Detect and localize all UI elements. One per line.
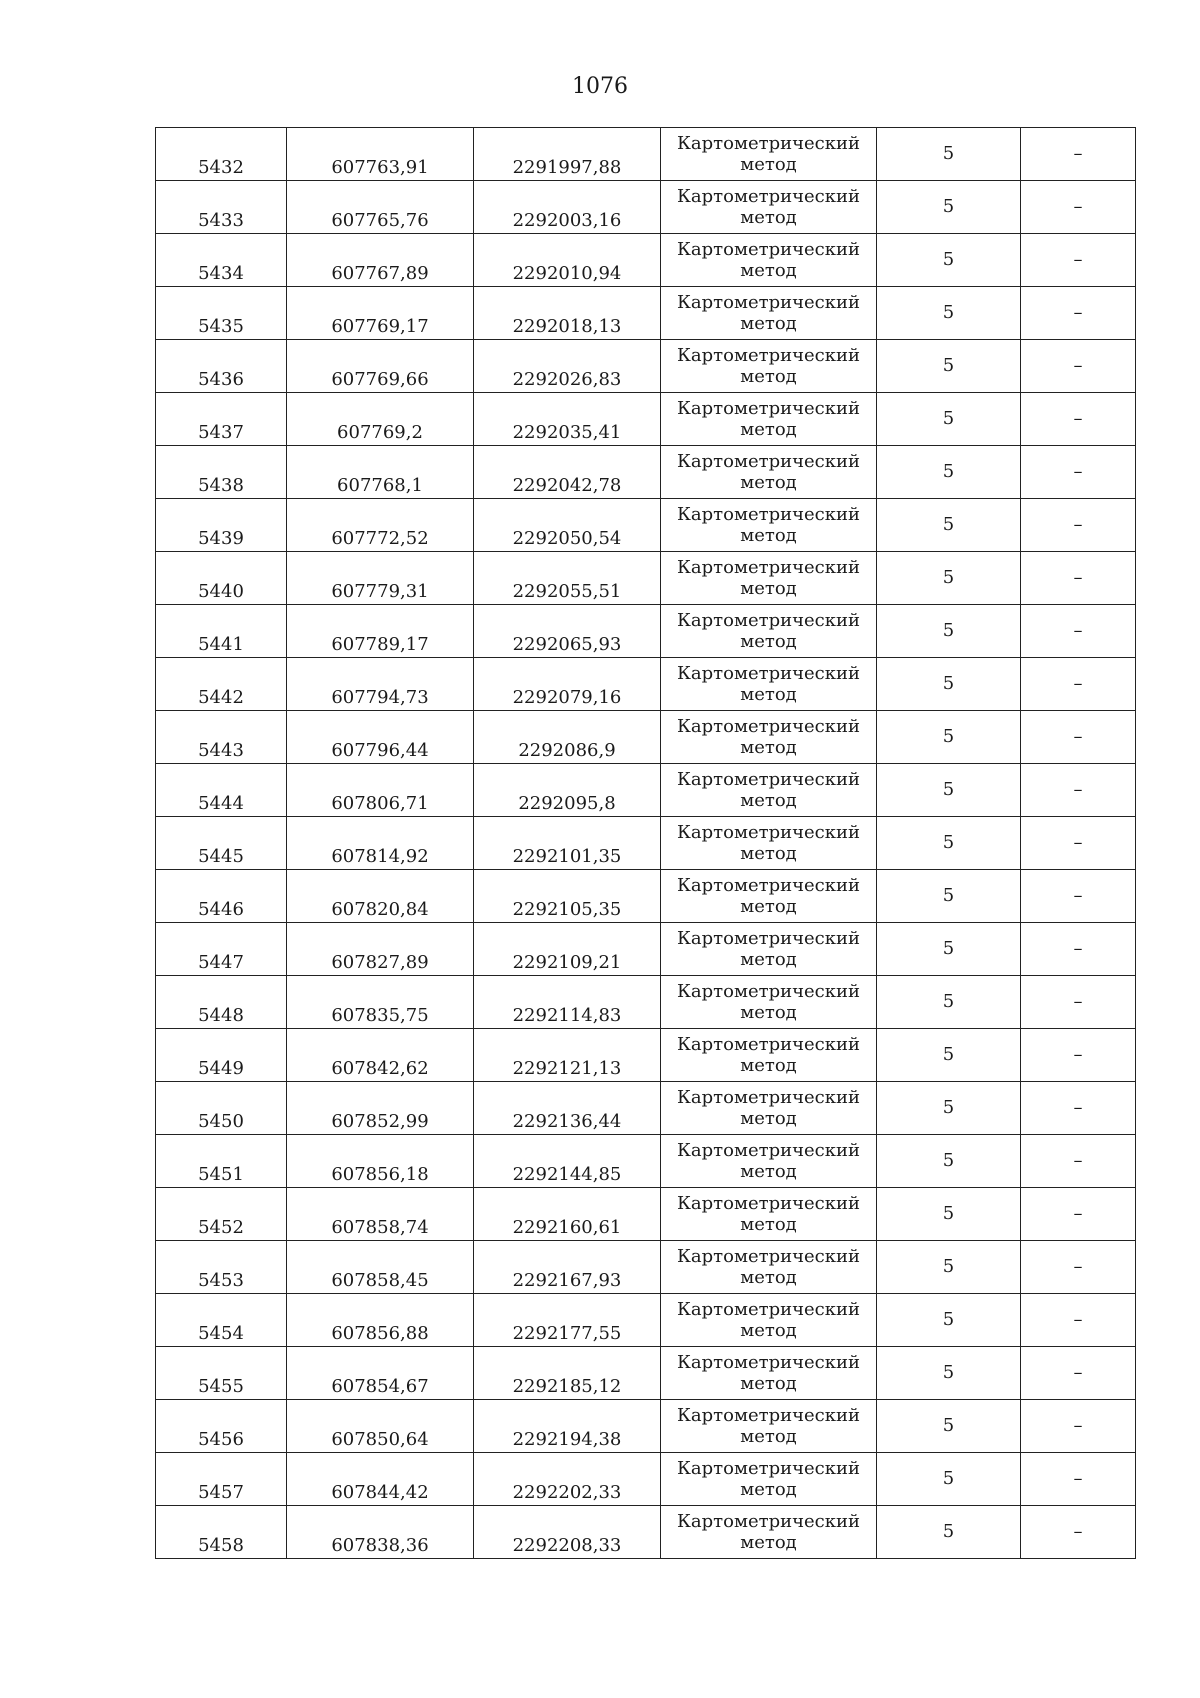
x-coordinate-cell: 607763,91 <box>287 128 474 181</box>
method-label-line2: метод <box>740 525 797 546</box>
note-cell: – <box>1021 605 1136 658</box>
accuracy-cell: 5 <box>877 1294 1021 1347</box>
accuracy-cell: 5 <box>877 1347 1021 1400</box>
y-coordinate-cell: 2292065,93 <box>474 605 661 658</box>
method-label-line1: Картометрический <box>677 928 860 950</box>
method-label-line2: метод <box>740 631 797 652</box>
method-cell <box>661 605 877 658</box>
method-label-line1: Картометрический <box>677 186 860 208</box>
x-coordinate-cell: 607856,18 <box>287 1135 474 1188</box>
y-coordinate-cell: 2292136,44 <box>474 1082 661 1135</box>
note-cell: – <box>1021 870 1136 923</box>
method-cell <box>661 287 877 340</box>
method-cell <box>661 1506 877 1559</box>
x-coordinate-cell: 607838,36 <box>287 1506 474 1559</box>
method-label-line2: метод <box>740 1002 797 1023</box>
accuracy-cell: 5 <box>877 1082 1021 1135</box>
accuracy-cell: 5 <box>877 1453 1021 1506</box>
point-number-cell: 5443 <box>156 711 287 764</box>
accuracy-cell: 5 <box>877 1400 1021 1453</box>
note-cell: – <box>1021 1135 1136 1188</box>
accuracy-cell: 5 <box>877 923 1021 976</box>
table-row <box>156 817 1136 870</box>
x-coordinate-cell: 607796,44 <box>287 711 474 764</box>
x-coordinate-cell: 607769,66 <box>287 340 474 393</box>
y-coordinate-cell: 2292144,85 <box>474 1135 661 1188</box>
point-number-cell: 5452 <box>156 1188 287 1241</box>
accuracy-cell: 5 <box>877 499 1021 552</box>
x-coordinate-cell: 607769,17 <box>287 287 474 340</box>
accuracy-cell: 5 <box>877 446 1021 499</box>
note-cell: – <box>1021 287 1136 340</box>
note-cell: – <box>1021 1506 1136 1559</box>
accuracy-cell: 5 <box>877 1241 1021 1294</box>
method-label-line2: метод <box>740 1320 797 1341</box>
coordinates-table <box>155 127 1136 1559</box>
method-label-line2: метод <box>740 896 797 917</box>
table-row <box>156 552 1136 605</box>
x-coordinate-cell: 607850,64 <box>287 1400 474 1453</box>
method-cell <box>661 1453 877 1506</box>
accuracy-cell: 5 <box>877 1135 1021 1188</box>
method-label-line1: Картометрический <box>677 1193 860 1215</box>
method-label-line1: Картометрический <box>677 610 860 632</box>
note-cell: – <box>1021 976 1136 1029</box>
point-number-cell: 5441 <box>156 605 287 658</box>
method-cell <box>661 711 877 764</box>
method-label-line1: Картометрический <box>677 981 860 1003</box>
point-number-cell: 5458 <box>156 1506 287 1559</box>
method-label-line1: Картометрический <box>677 1034 860 1056</box>
table-row <box>156 128 1136 181</box>
x-coordinate-cell: 607772,52 <box>287 499 474 552</box>
y-coordinate-cell: 2292079,16 <box>474 658 661 711</box>
y-coordinate-cell: 2292026,83 <box>474 340 661 393</box>
note-cell: – <box>1021 234 1136 287</box>
note-cell: – <box>1021 128 1136 181</box>
accuracy-cell: 5 <box>877 1188 1021 1241</box>
y-coordinate-cell: 2291997,88 <box>474 128 661 181</box>
point-number-cell: 5450 <box>156 1082 287 1135</box>
method-cell <box>661 870 877 923</box>
y-coordinate-cell: 2292109,21 <box>474 923 661 976</box>
method-label-line2: метод <box>740 260 797 281</box>
x-coordinate-cell: 607769,2 <box>287 393 474 446</box>
note-cell: – <box>1021 711 1136 764</box>
table-row <box>156 923 1136 976</box>
note-cell: – <box>1021 552 1136 605</box>
method-label-line2: метод <box>740 1479 797 1500</box>
accuracy-cell: 5 <box>877 817 1021 870</box>
method-label-line1: Картометрический <box>677 1511 860 1533</box>
note-cell: – <box>1021 923 1136 976</box>
table-row <box>156 340 1136 393</box>
y-coordinate-cell: 2292177,55 <box>474 1294 661 1347</box>
x-coordinate-cell: 607842,62 <box>287 1029 474 1082</box>
table-row <box>156 1294 1136 1347</box>
y-coordinate-cell: 2292194,38 <box>474 1400 661 1453</box>
y-coordinate-cell: 2292160,61 <box>474 1188 661 1241</box>
note-cell: – <box>1021 1294 1136 1347</box>
accuracy-cell: 5 <box>877 234 1021 287</box>
method-label-line2: метод <box>740 1267 797 1288</box>
x-coordinate-cell: 607844,42 <box>287 1453 474 1506</box>
y-coordinate-cell: 2292121,13 <box>474 1029 661 1082</box>
table-row <box>156 1082 1136 1135</box>
x-coordinate-cell: 607820,84 <box>287 870 474 923</box>
x-coordinate-cell: 607858,74 <box>287 1188 474 1241</box>
method-label-line1: Картометрический <box>677 716 860 738</box>
method-label-line2: метод <box>740 949 797 970</box>
y-coordinate-cell: 2292010,94 <box>474 234 661 287</box>
y-coordinate-cell: 2292202,33 <box>474 1453 661 1506</box>
note-cell: – <box>1021 393 1136 446</box>
accuracy-cell: 5 <box>877 658 1021 711</box>
point-number-cell: 5436 <box>156 340 287 393</box>
accuracy-cell: 5 <box>877 1029 1021 1082</box>
point-number-cell: 5444 <box>156 764 287 817</box>
method-cell <box>661 181 877 234</box>
method-label-line2: метод <box>740 1214 797 1235</box>
method-label-line2: метод <box>740 843 797 864</box>
point-number-cell: 5456 <box>156 1400 287 1453</box>
x-coordinate-cell: 607779,31 <box>287 552 474 605</box>
table-row <box>156 764 1136 817</box>
x-coordinate-cell: 607852,99 <box>287 1082 474 1135</box>
point-number-cell: 5445 <box>156 817 287 870</box>
accuracy-cell: 5 <box>877 764 1021 817</box>
x-coordinate-cell: 607767,89 <box>287 234 474 287</box>
method-label-line1: Картометрический <box>677 1458 860 1480</box>
y-coordinate-cell: 2292208,33 <box>474 1506 661 1559</box>
y-coordinate-cell: 2292105,35 <box>474 870 661 923</box>
method-label-line1: Картометрический <box>677 1246 860 1268</box>
accuracy-cell: 5 <box>877 128 1021 181</box>
point-number-cell: 5435 <box>156 287 287 340</box>
table-row <box>156 658 1136 711</box>
method-label-line1: Картометрический <box>677 292 860 314</box>
x-coordinate-cell: 607856,88 <box>287 1294 474 1347</box>
table-row <box>156 1188 1136 1241</box>
table-row <box>156 711 1136 764</box>
table-row <box>156 1135 1136 1188</box>
point-number-cell: 5434 <box>156 234 287 287</box>
table-row <box>156 181 1136 234</box>
point-number-cell: 5447 <box>156 923 287 976</box>
method-cell <box>661 393 877 446</box>
y-coordinate-cell: 2292114,83 <box>474 976 661 1029</box>
note-cell: – <box>1021 1400 1136 1453</box>
point-number-cell: 5455 <box>156 1347 287 1400</box>
accuracy-cell: 5 <box>877 181 1021 234</box>
table-row <box>156 1241 1136 1294</box>
point-number-cell: 5433 <box>156 181 287 234</box>
method-label-line2: метод <box>740 154 797 175</box>
point-number-cell: 5457 <box>156 1453 287 1506</box>
note-cell: – <box>1021 1453 1136 1506</box>
y-coordinate-cell: 2292101,35 <box>474 817 661 870</box>
x-coordinate-cell: 607854,67 <box>287 1347 474 1400</box>
x-coordinate-cell: 607806,71 <box>287 764 474 817</box>
note-cell: – <box>1021 764 1136 817</box>
accuracy-cell: 5 <box>877 711 1021 764</box>
y-coordinate-cell: 2292095,8 <box>474 764 661 817</box>
y-coordinate-cell: 2292018,13 <box>474 287 661 340</box>
method-label-line1: Картометрический <box>677 1405 860 1427</box>
x-coordinate-cell: 607814,92 <box>287 817 474 870</box>
method-label-line1: Картометрический <box>677 1299 860 1321</box>
y-coordinate-cell: 2292055,51 <box>474 552 661 605</box>
table-row <box>156 393 1136 446</box>
table-body <box>156 128 1136 1559</box>
method-cell <box>661 552 877 605</box>
note-cell: – <box>1021 340 1136 393</box>
table-row <box>156 287 1136 340</box>
method-label-line2: метод <box>740 684 797 705</box>
method-cell <box>661 1400 877 1453</box>
note-cell: – <box>1021 1188 1136 1241</box>
y-coordinate-cell: 2292035,41 <box>474 393 661 446</box>
note-cell: – <box>1021 817 1136 870</box>
point-number-cell: 5438 <box>156 446 287 499</box>
point-number-cell: 5439 <box>156 499 287 552</box>
method-label-line1: Картометрический <box>677 1140 860 1162</box>
x-coordinate-cell: 607789,17 <box>287 605 474 658</box>
accuracy-cell: 5 <box>877 552 1021 605</box>
method-cell <box>661 446 877 499</box>
method-label-line2: метод <box>740 419 797 440</box>
y-coordinate-cell: 2292050,54 <box>474 499 661 552</box>
method-label-line2: метод <box>740 313 797 334</box>
method-label-line2: метод <box>740 737 797 758</box>
table-row <box>156 605 1136 658</box>
method-label-line2: метод <box>740 1161 797 1182</box>
method-cell <box>661 340 877 393</box>
method-label-line2: метод <box>740 1426 797 1447</box>
x-coordinate-cell: 607768,1 <box>287 446 474 499</box>
point-number-cell: 5453 <box>156 1241 287 1294</box>
note-cell: – <box>1021 181 1136 234</box>
method-cell <box>661 1241 877 1294</box>
table-row <box>156 499 1136 552</box>
table-row <box>156 976 1136 1029</box>
method-cell <box>661 1082 877 1135</box>
y-coordinate-cell: 2292185,12 <box>474 1347 661 1400</box>
x-coordinate-cell: 607765,76 <box>287 181 474 234</box>
point-number-cell: 5440 <box>156 552 287 605</box>
method-cell <box>661 499 877 552</box>
method-cell <box>661 1188 877 1241</box>
y-coordinate-cell: 2292003,16 <box>474 181 661 234</box>
method-label-line2: метод <box>740 366 797 387</box>
note-cell: – <box>1021 658 1136 711</box>
method-cell <box>661 128 877 181</box>
method-label-line1: Картометрический <box>677 1352 860 1374</box>
method-label-line1: Картометрический <box>677 557 860 579</box>
method-label-line1: Картометрический <box>677 239 860 261</box>
method-label-line1: Картометрический <box>677 133 860 155</box>
accuracy-cell: 5 <box>877 605 1021 658</box>
method-label-line2: метод <box>740 207 797 228</box>
method-label-line1: Картометрический <box>677 822 860 844</box>
page-number: 1076 <box>572 74 628 99</box>
method-cell <box>661 1029 877 1082</box>
table-row <box>156 1453 1136 1506</box>
method-cell <box>661 923 877 976</box>
method-label-line1: Картометрический <box>677 451 860 473</box>
table-row <box>156 1506 1136 1559</box>
method-label-line2: метод <box>740 1373 797 1394</box>
table-row <box>156 234 1136 287</box>
method-cell <box>661 817 877 870</box>
method-label-line2: метод <box>740 790 797 811</box>
accuracy-cell: 5 <box>877 340 1021 393</box>
note-cell: – <box>1021 1241 1136 1294</box>
method-label-line1: Картометрический <box>677 663 860 685</box>
note-cell: – <box>1021 1029 1136 1082</box>
method-cell <box>661 1294 877 1347</box>
table-row <box>156 446 1136 499</box>
method-cell <box>661 658 877 711</box>
x-coordinate-cell: 607794,73 <box>287 658 474 711</box>
method-label-line2: метод <box>740 1532 797 1553</box>
note-cell: – <box>1021 1347 1136 1400</box>
table-row <box>156 870 1136 923</box>
method-label-line1: Картометрический <box>677 504 860 526</box>
method-label-line1: Картометрический <box>677 345 860 367</box>
note-cell: – <box>1021 1082 1136 1135</box>
table-row <box>156 1400 1136 1453</box>
method-label-line2: метод <box>740 1055 797 1076</box>
method-label-line1: Картометрический <box>677 769 860 791</box>
method-label-line2: метод <box>740 578 797 599</box>
accuracy-cell: 5 <box>877 870 1021 923</box>
point-number-cell: 5454 <box>156 1294 287 1347</box>
table-row <box>156 1029 1136 1082</box>
y-coordinate-cell: 2292042,78 <box>474 446 661 499</box>
y-coordinate-cell: 2292167,93 <box>474 1241 661 1294</box>
note-cell: – <box>1021 499 1136 552</box>
method-label-line1: Картометрический <box>677 875 860 897</box>
point-number-cell: 5448 <box>156 976 287 1029</box>
accuracy-cell: 5 <box>877 393 1021 446</box>
table-row <box>156 1347 1136 1400</box>
method-label-line1: Картометрический <box>677 1087 860 1109</box>
point-number-cell: 5432 <box>156 128 287 181</box>
method-label-line2: метод <box>740 1108 797 1129</box>
point-number-cell: 5451 <box>156 1135 287 1188</box>
point-number-cell: 5446 <box>156 870 287 923</box>
method-label-line1: Картометрический <box>677 398 860 420</box>
method-cell <box>661 234 877 287</box>
method-cell <box>661 1347 877 1400</box>
y-coordinate-cell: 2292086,9 <box>474 711 661 764</box>
point-number-cell: 5449 <box>156 1029 287 1082</box>
method-cell <box>661 976 877 1029</box>
accuracy-cell: 5 <box>877 1506 1021 1559</box>
point-number-cell: 5437 <box>156 393 287 446</box>
method-cell <box>661 764 877 817</box>
method-label-line2: метод <box>740 472 797 493</box>
accuracy-cell: 5 <box>877 287 1021 340</box>
x-coordinate-cell: 607835,75 <box>287 976 474 1029</box>
note-cell: – <box>1021 446 1136 499</box>
method-cell <box>661 1135 877 1188</box>
point-number-cell: 5442 <box>156 658 287 711</box>
accuracy-cell: 5 <box>877 976 1021 1029</box>
x-coordinate-cell: 607827,89 <box>287 923 474 976</box>
x-coordinate-cell: 607858,45 <box>287 1241 474 1294</box>
